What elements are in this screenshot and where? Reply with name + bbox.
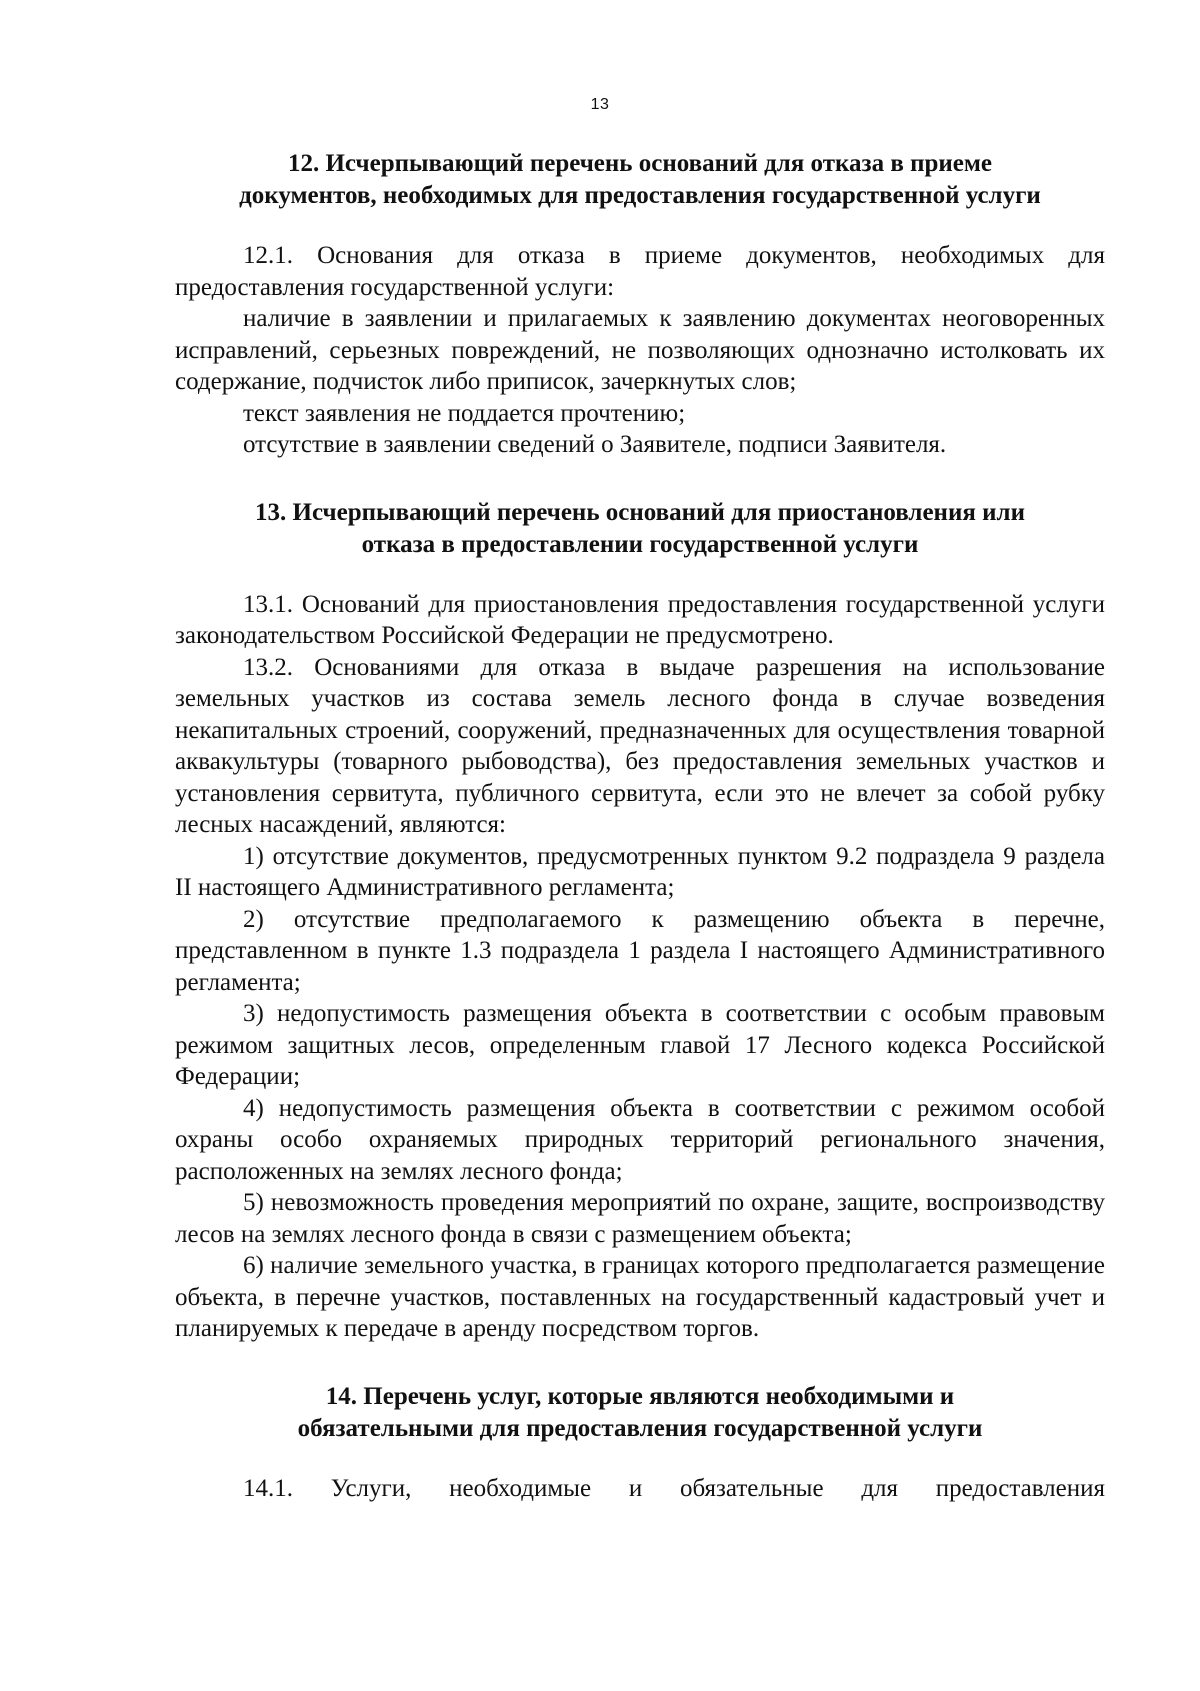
paragraph-12-1-item-unreadable: текст заявления не поддается прочтению; — [243, 399, 686, 427]
section-12 — [175, 148, 1105, 461]
section-12-heading — [175, 148, 1105, 212]
list-item-13-2-3: 3) недопустимость размещения объекта в соответствии с особым правовым режимом защитных лесов, определенным главой 17 Лесного кодекса Российской Федерации; — [175, 1000, 1105, 1090]
section-12-heading-line-2: документов, необходимых для предоставления государственной услуги — [239, 182, 1041, 209]
list-item-13-2-4: 4) недопустимость размещения объекта в соответствии с режимом особой охраны особо охраняемых природных территорий регионального значения, расположенных на землях лесного фонда; — [175, 1094, 1105, 1185]
section-14-heading-line-1: 14. Перечень услуг, которые являются необходимыми и — [325, 1382, 955, 1410]
page-number: 13 — [590, 96, 610, 113]
paragraph-12-1-item-corrections: наличие в заявлении и прилагаемых к заявлению документах неоговоренных исправлений, серьезных повреждений, не позволяющих однозначно истолковать их содержание, подчисток либо приписок, зачеркнутых слов; — [175, 305, 1105, 395]
paragraph-12-1-item-no-applicant-info: отсутствие в заявлении сведений о Заявителе, подписи Заявителя. — [243, 431, 947, 458]
section-13 — [175, 497, 1105, 1345]
paragraph-13-2: 13.2. Основаниями для отказа в выдаче разрешения на использование земельных участков из состава земель лесного фонда в случае возведения некапитальных строений, сооружений, предназначенных для осуществления товарной аквакультуры (товарного рыбоводства), без предоставления земельных участков и установления сервитута, публичного сервитута, если это не влечет за собой рубку лесных насаждений, являются: — [175, 653, 1105, 838]
list-item-13-2-2: 2) отсутствие предполагаемого к размещению объекта в перечне, представленном в пункте 1.3 подраздела 1 раздела I настоящего Административного регламента; — [175, 905, 1105, 996]
section-14-heading — [175, 1381, 1105, 1445]
paragraph-12-1: 12.1. Основания для отказа в приеме документов, необходимых для предоставления государственной услуги: — [175, 242, 1105, 301]
paragraph-14-1: 14.1. Услуги, необходимые и обязательные для предоставления — [243, 1474, 1105, 1502]
document-body — [175, 148, 1105, 1504]
section-13-heading — [175, 497, 1105, 561]
list-item-13-2-6: 6) наличие земельного участка, в границах которого предполагается размещение объекта, в перечне участков, поставленных на государственный кадастровый учет и планируемых к передаче в аренду посредством торгов. — [175, 1252, 1105, 1342]
section-12-heading-line-1: 12. Исчерпывающий перечень оснований для отказа в приеме — [287, 150, 993, 177]
section-13-heading-line-1: 13. Исчерпывающий перечень оснований для приостановления или — [255, 498, 1025, 526]
list-item-13-2-1: 1) отсутствие документов, предусмотренных пунктом 9.2 подраздела 9 раздела II настоящего Административного регламента; — [175, 842, 1105, 901]
list-item-13-2-5: 5) невозможность проведения мероприятий по охране, защите, воспроизводству лесов на землях лесного фонда в связи с размещением объекта; — [175, 1189, 1105, 1248]
paragraph-13-1: 13.1. Оснований для приостановления предоставления государственной услуги законодательством Российской Федерации не предусмотрено. — [175, 590, 1105, 649]
section-14-heading-line-2: обязательными для предоставления государственной услуги — [297, 1414, 983, 1442]
section-13-heading-line-2: отказа в предоставлении государственной услуги — [361, 530, 919, 558]
section-14 — [175, 1381, 1105, 1505]
